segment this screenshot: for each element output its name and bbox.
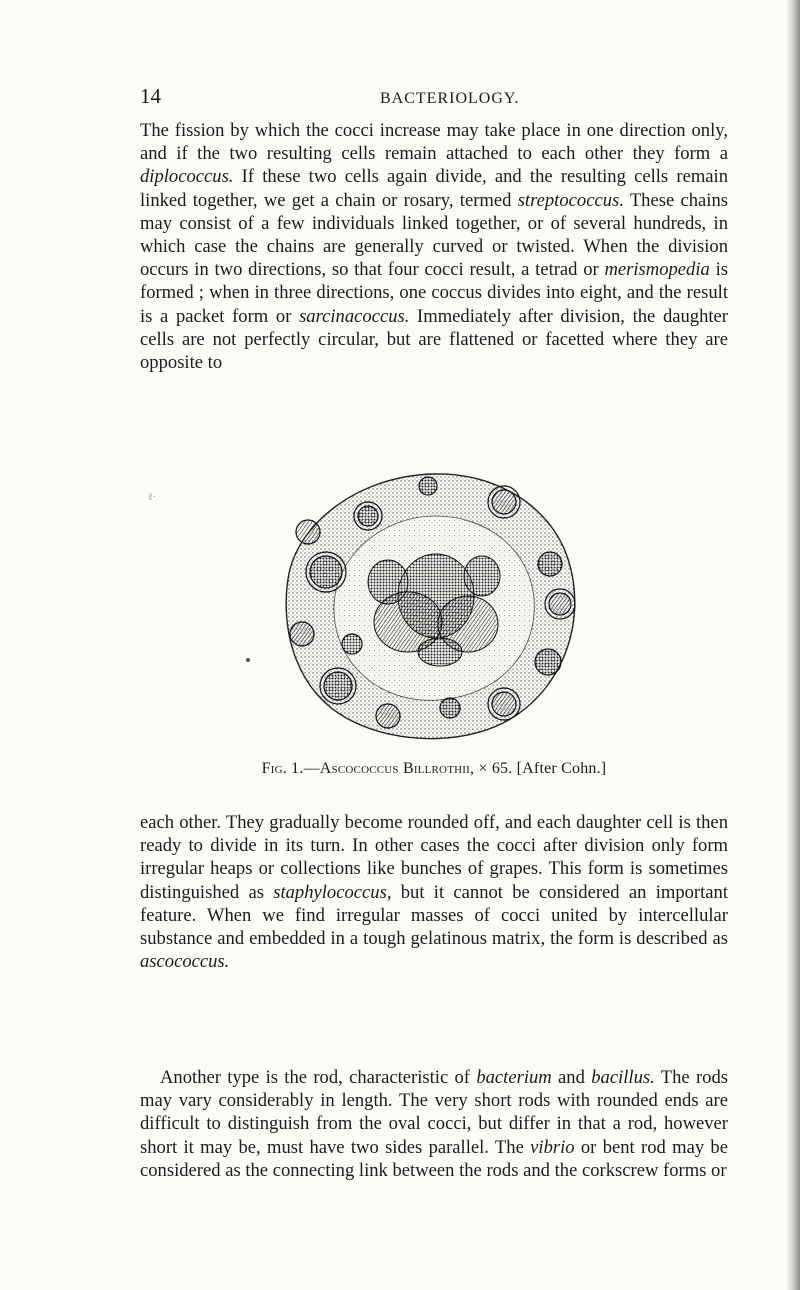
term-diplococcus: diplococcus. — [140, 166, 234, 188]
text-run: is formed ; when in three directions, one coccus divides into eight, and the result is a packet form or — [140, 259, 728, 327]
running-head: BACTERIOLOGY. — [380, 90, 520, 107]
text-run: Another type is the rod, characteristic of — [160, 1067, 477, 1088]
text-run: but it cannot be considered an important feature. When we find irregular masses of cocci united by intercellular substance and embedded in a tough gelatinous matrix, the form is described as — [140, 881, 728, 950]
body-paragraph-2 — [140, 811, 728, 973]
margin-speck: ℓ· — [148, 492, 156, 503]
figure-magnification: × 65. — [474, 760, 513, 777]
text-run: If these two cells again divide, and the resulting cells remain linked together, we get a chain or rosary, termed — [140, 166, 728, 211]
body-paragraph-1 — [140, 119, 728, 374]
text-run: Immediately after division, the daughter cells are not perfectly circular, but are flattened or facetted where they are opposite to — [140, 305, 728, 374]
text-run: The fission by which the cocci increase may take place in one direction only, and if the two resulting cells remain attached to each other they form a — [140, 120, 728, 165]
text-run: These chains may consist of a few individuals linked together, or of several hundreds, in which case the chains are generally curved or twisted. When the division occurs in two directions, so that four cocci result, a tetrad or — [140, 189, 728, 281]
page-edge-shadow — [786, 0, 800, 1290]
term-staphylococcus: staphylococcus, — [273, 881, 392, 903]
body-paragraph-3 — [140, 1066, 728, 1182]
term-vibrio: vibrio — [530, 1136, 575, 1158]
text-run: and — [551, 1067, 592, 1088]
text-run: The rods may vary considerably in length. The very short rods with rounded ends are difficult to distinguish from the oval cocci, but differ in that a rod, however short it may be, must have two sides parallel. The — [140, 1067, 728, 1158]
term-merismopedia: merismopedia — [604, 259, 710, 281]
page-header — [140, 84, 720, 112]
margin-dot — [246, 658, 250, 662]
figure-title: Ascococcus Billrothii, — [319, 760, 475, 777]
term-sarcinacoccus: sarcinacoccus. — [299, 305, 410, 327]
ascococcus-illustration — [268, 464, 598, 746]
caption-dash: — — [303, 760, 320, 777]
term-ascococcus: ascococcus. — [140, 951, 230, 973]
page-number: 14 — [140, 84, 161, 108]
term-bacillus: bacillus. — [591, 1067, 655, 1088]
term-streptococcus: streptococcus. — [517, 189, 624, 211]
figure-credit: [After Cohn.] — [516, 760, 607, 777]
figure-label: Fig. 1. — [261, 760, 304, 777]
figure-caption — [140, 760, 728, 778]
text-run: or bent rod may be considered as the connecting link between the rods and the corkscrew forms or — [140, 1136, 728, 1181]
text-run: each other. They gradually become rounded off, and each daughter cell is then ready to divide in its turn. In other cases the cocci after division only form irregular heaps or collections like bunches of grapes. This form is sometimes distinguished as — [140, 812, 728, 903]
term-bacterium: bacterium — [476, 1067, 552, 1088]
